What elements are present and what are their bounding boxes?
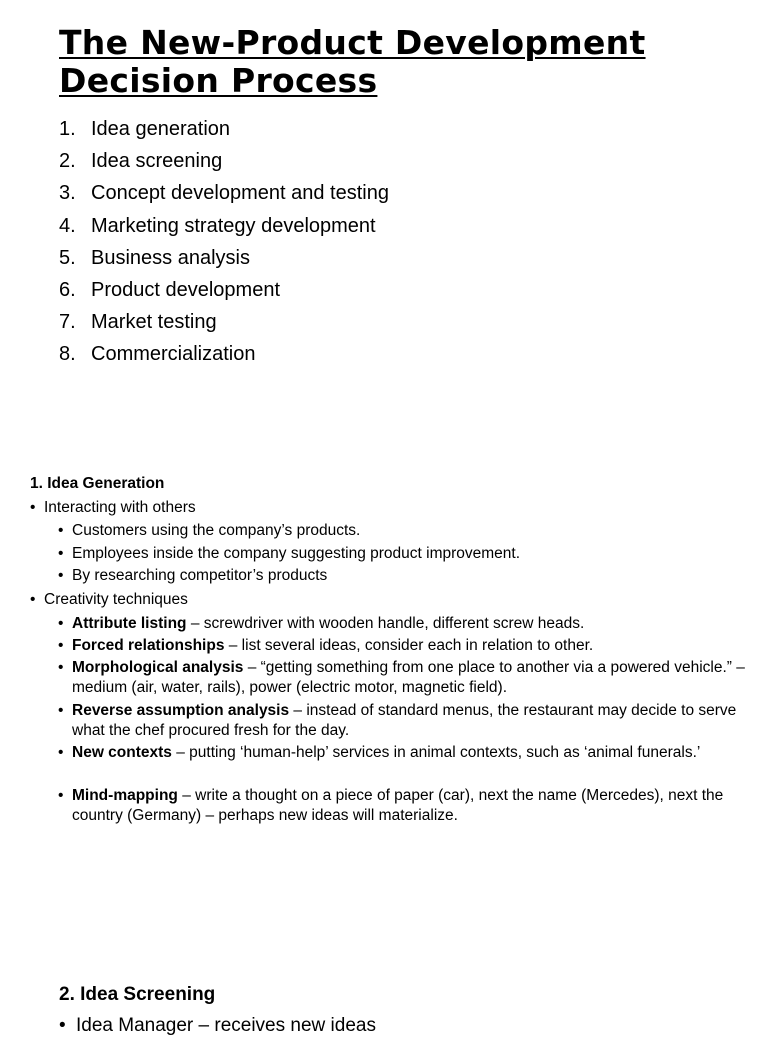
technique-item: [58, 614, 748, 634]
section-heading-idea-screening: 2. Idea Screening: [59, 984, 216, 1005]
technique-description: – screwdriver with wooden handle, different screw heads.: [186, 615, 585, 632]
process-steps-list: [59, 113, 389, 371]
step-number: 8.: [59, 343, 76, 366]
technique-item: [58, 658, 748, 698]
step-label: Product development: [91, 278, 281, 301]
technique-term: Reverse assumption analysis: [72, 702, 290, 719]
process-step: [59, 306, 389, 338]
technique-description: – list several ideas, consider each in relation to other.: [224, 637, 594, 654]
section-heading-idea-generation: 1. Idea Generation: [30, 475, 165, 492]
technique-term: Attribute listing: [72, 615, 187, 632]
step-number: 5.: [59, 246, 76, 269]
technique-term: Morphological analysis: [72, 659, 244, 676]
process-step: [59, 338, 389, 370]
step-label: Idea generation: [91, 118, 231, 140]
step-number: 1.: [59, 118, 76, 140]
process-step: [59, 210, 389, 242]
page-title: The New-Product Development Decision Process: [59, 23, 646, 100]
process-step: [59, 274, 389, 306]
bullet-creativity-techniques: • Creativity techniques: [30, 590, 740, 610]
technique-description: – putting ‘human-help’ services in animal contexts, such as ‘animal funerals.’: [171, 744, 701, 761]
step-number: 6.: [59, 278, 76, 301]
bullet-interacting-with-others: • Interacting with others: [30, 498, 740, 518]
bullet-idea-manager-partial: • Idea Manager – receives new ideas: [59, 1014, 619, 1038]
step-label: Business analysis: [91, 246, 250, 269]
technique-description: – “getting something from one place to another via a powered vehicle.” – medium (air, water, rails), power (electric motor, magnetic field).: [72, 659, 745, 696]
technique-description: – write a thought on a piece of paper (car), next the name (Mercedes), next the country (Germany) – perhaps new ideas will materialize.: [72, 787, 724, 824]
step-label: Market testing: [91, 311, 217, 334]
technique-term: Mind-mapping: [72, 787, 178, 804]
technique-item: [58, 636, 748, 656]
technique-term: New contexts: [72, 744, 172, 761]
step-number: 7.: [59, 311, 76, 334]
technique-item: [58, 743, 748, 763]
technique-item: [58, 701, 748, 741]
process-step: [59, 113, 389, 145]
step-number: 4.: [59, 214, 76, 237]
step-label: Marketing strategy development: [91, 214, 376, 237]
step-label: Idea screening: [91, 150, 223, 173]
sub-bullet-item: • By researching competitor’s products: [58, 566, 748, 586]
sub-bullet-item: • Customers using the company’s products.: [58, 521, 748, 541]
step-label: Concept development and testing: [91, 182, 389, 205]
step-number: 2.: [59, 150, 76, 173]
technique-term: Forced relationships: [72, 637, 225, 654]
process-step: [59, 177, 389, 209]
step-number: 3.: [59, 182, 76, 205]
process-step: [59, 145, 389, 177]
sub-bullet-item: • Employees inside the company suggesting product improvement.: [58, 544, 748, 564]
technique-item: [58, 786, 748, 826]
process-step: [59, 242, 389, 274]
technique-description: – instead of standard menus, the restaurant may decide to serve what the chef procured fresh for the day.: [72, 702, 737, 739]
step-label: Commercialization: [91, 343, 256, 366]
